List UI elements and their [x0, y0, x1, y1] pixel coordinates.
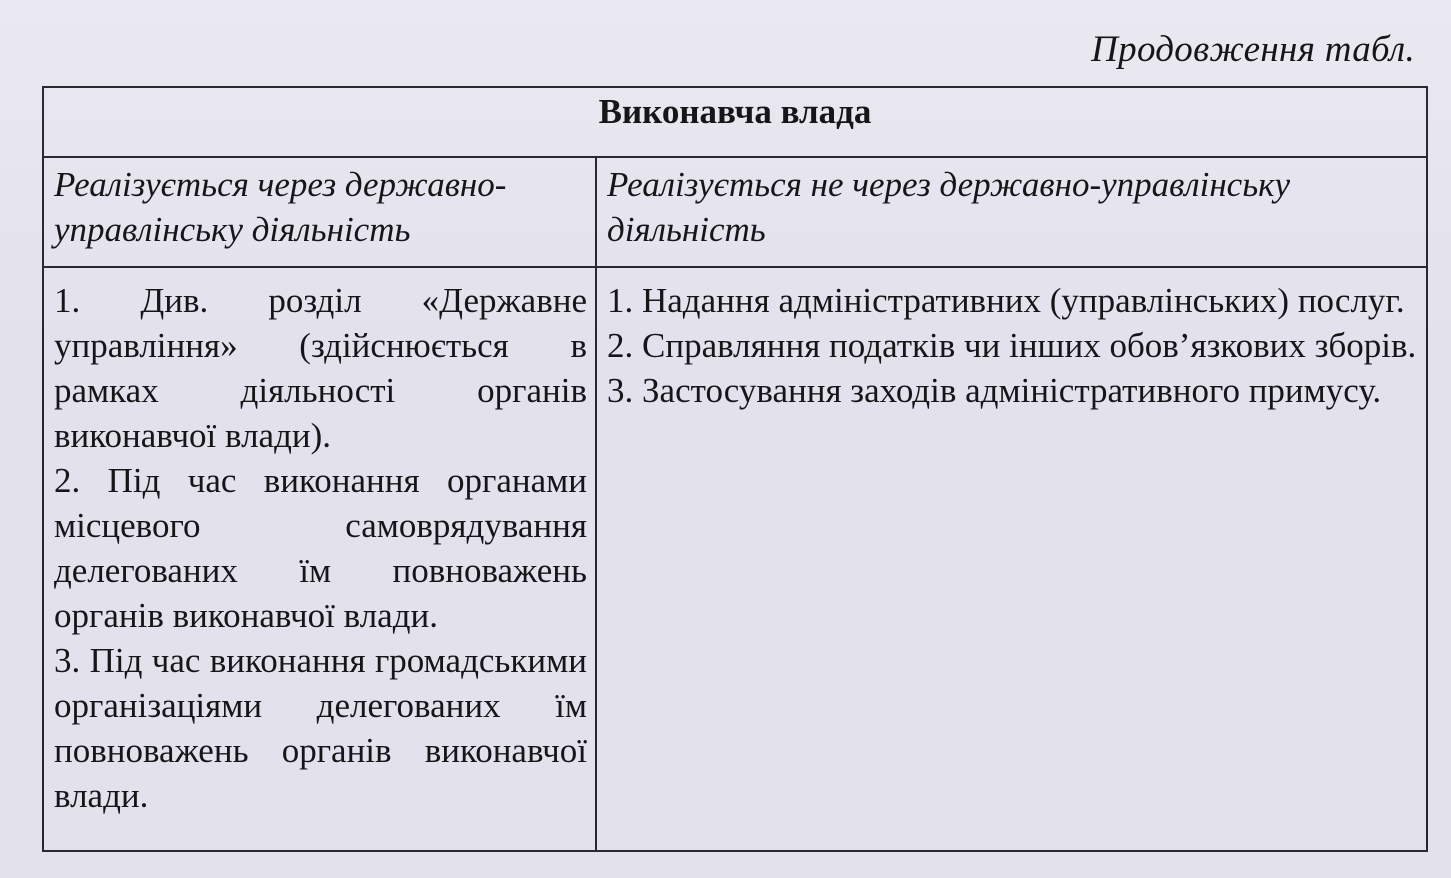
column-body-left	[43, 267, 596, 851]
column-body-right	[596, 267, 1427, 851]
column-heading-left: Реалізується через державно-управлінську діяльність	[43, 157, 596, 267]
list-item: 3. Під час виконання громадськими організаціями делегованих їм повноважень органів виконавчої влади.	[54, 641, 587, 815]
column-heading-right: Реалізується не через державно-управлінську діяльність	[596, 157, 1427, 267]
table-header: Виконавча влада	[43, 87, 1427, 157]
list-item: 2. Під час виконання органами місцевого самоврядування делегованих їм повноважень органів виконавчої влади.	[54, 461, 587, 635]
list-item: 2. Справляння податків чи інших обов’язкових зборів.	[607, 326, 1417, 365]
list-item: 3. Застосування заходів адміністративного примусу.	[607, 371, 1382, 410]
executive-power-table	[42, 86, 1428, 852]
list-item: 1. Надання адміністративних (управлінських) послуг.	[607, 281, 1405, 320]
list-item: 1. Див. розділ «Державне управління» (здійснюється в рамках діяльності органів виконавчої влади).	[54, 281, 587, 455]
table-continuation-label: Продовження табл.	[1091, 29, 1415, 70]
